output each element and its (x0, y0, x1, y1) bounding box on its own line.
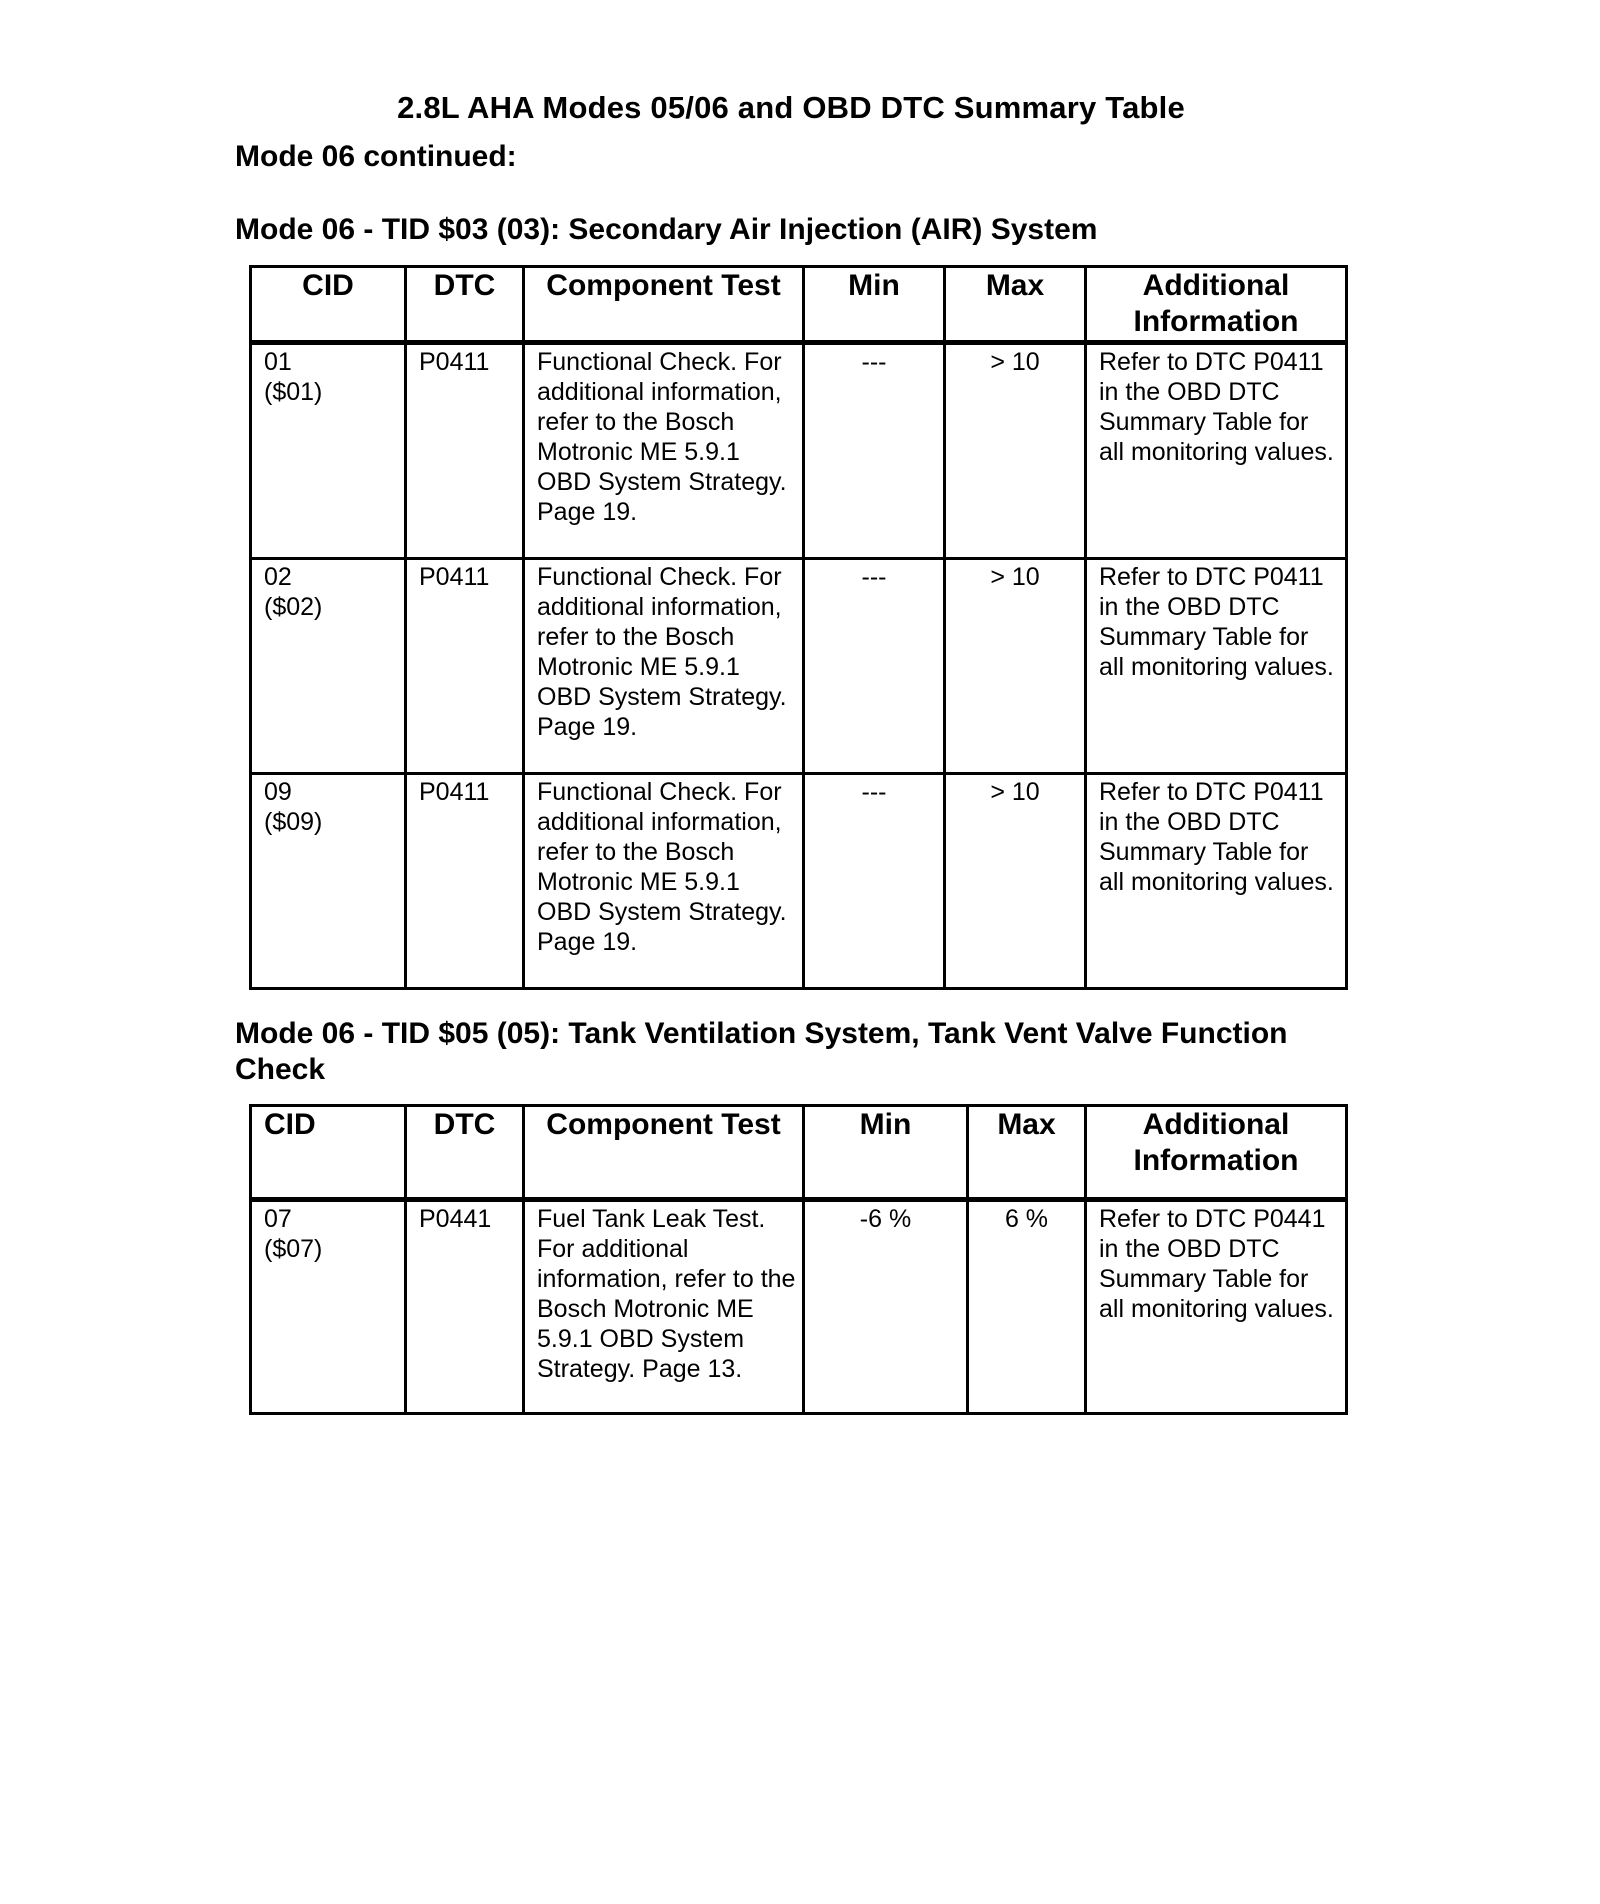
table-row (251, 1200, 1347, 1414)
document-subtitle: Mode 06 continued: (235, 140, 517, 173)
cell-cid (251, 774, 406, 989)
section-heading-tid-05: Mode 06 - TID $05 (05): Tank Ventilation System, Tank Vent Valve Function Check (235, 1017, 1288, 1086)
cell-dtc: P0411 (406, 343, 524, 559)
header-additional-information: Additional Information (1086, 267, 1347, 343)
header-component-test: Component Test (524, 267, 804, 343)
header-additional-information: Additional Information (1086, 1106, 1347, 1200)
header-min: Min (804, 1106, 968, 1200)
cid-value: 02 (264, 563, 292, 591)
cell-dtc: P0411 (406, 774, 524, 989)
header-dtc: DTC (406, 267, 524, 343)
table-tid-03 (249, 265, 1348, 990)
header-max: Max (968, 1106, 1086, 1200)
header-component-test: Component Test (524, 1106, 804, 1200)
cell-cid (251, 343, 406, 559)
cell-dtc: P0411 (406, 559, 524, 774)
table-row (251, 343, 1347, 559)
cell-additional: Refer to DTC P0441 in the OBD DTC Summary Table for all monitoring values. (1086, 1200, 1347, 1414)
cell-component-test: Functional Check. For additional information, refer to the Bosch Motronic ME 5.9.1 OBD System Strategy. Page 19. (524, 774, 804, 989)
cid-hex-value: ($02) (264, 593, 323, 621)
table-tid-05 (249, 1104, 1348, 1415)
cid-value: 01 (264, 348, 292, 376)
cell-min: --- (804, 343, 945, 559)
cell-max: > 10 (945, 559, 1086, 774)
table-header-row (251, 267, 1347, 343)
cell-max: > 10 (945, 343, 1086, 559)
cell-component-test: Functional Check. For additional information, refer to the Bosch Motronic ME 5.9.1 OBD System Strategy. Page 19. (524, 343, 804, 559)
header-max: Max (945, 267, 1086, 343)
cell-min: --- (804, 774, 945, 989)
cell-component-test: Functional Check. For additional information, refer to the Bosch Motronic ME 5.9.1 OBD System Strategy. Page 19. (524, 559, 804, 774)
cell-cid (251, 1200, 406, 1414)
cid-value: 09 (264, 778, 292, 806)
section-heading-tid-03: Mode 06 - TID $03 (03): Secondary Air Injection (AIR) System (235, 213, 1098, 246)
document-title: 2.8L AHA Modes 05/06 and OBD DTC Summary Table (397, 90, 1185, 125)
cell-additional: Refer to DTC P0411 in the OBD DTC Summary Table for all monitoring values. (1086, 559, 1347, 774)
cell-max: > 10 (945, 774, 1086, 989)
header-cid: CID (251, 1106, 406, 1200)
cell-additional: Refer to DTC P0411 in the OBD DTC Summary Table for all monitoring values. (1086, 343, 1347, 559)
cell-cid (251, 559, 406, 774)
cid-hex-value: ($01) (264, 378, 323, 406)
table-header-row (251, 1106, 1347, 1200)
header-min: Min (804, 267, 945, 343)
table-row (251, 559, 1347, 774)
cell-component-test: Fuel Tank Leak Test. For additional information, refer to the Bosch Motronic ME 5.9.1 OBD System Strategy. Page 13. (524, 1200, 804, 1414)
cid-hex-value: ($07) (264, 1235, 323, 1263)
cell-additional: Refer to DTC P0411 in the OBD DTC Summary Table for all monitoring values. (1086, 774, 1347, 989)
cell-dtc: P0441 (406, 1200, 524, 1414)
cell-min: --- (804, 559, 945, 774)
header-dtc: DTC (406, 1106, 524, 1200)
cell-min: -6 % (804, 1200, 968, 1414)
cell-max: 6 % (968, 1200, 1086, 1414)
cid-value: 07 (264, 1205, 292, 1233)
cid-hex-value: ($09) (264, 808, 323, 836)
table-row (251, 774, 1347, 989)
header-cid: CID (251, 267, 406, 343)
